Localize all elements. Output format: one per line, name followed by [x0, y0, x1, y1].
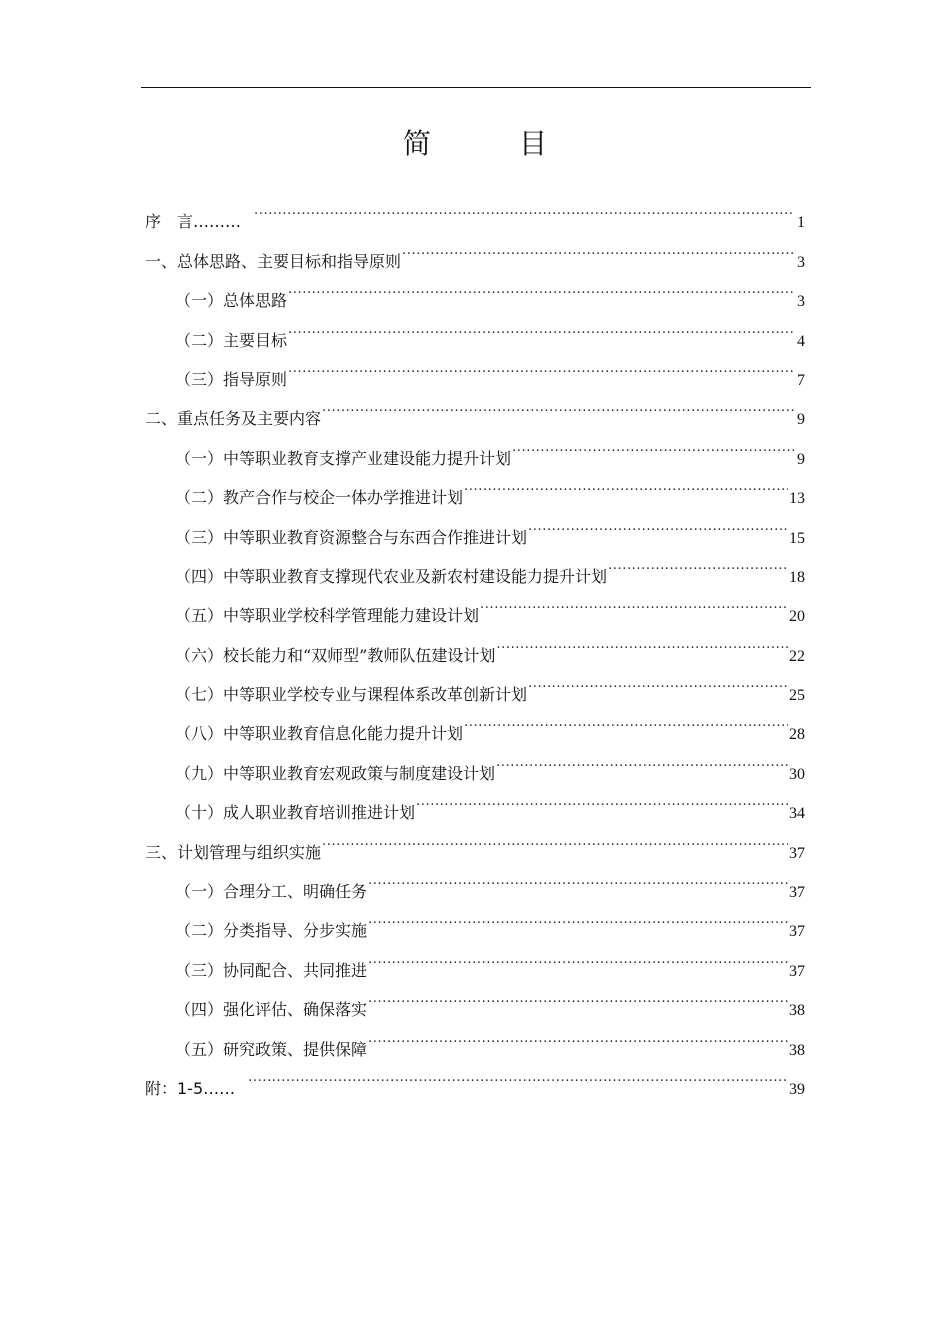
toc-leader-dots — [368, 976, 788, 1015]
toc-leader-dots — [528, 503, 788, 542]
toc-leader-dots — [288, 306, 794, 345]
toc-entry-title: （五）中等职业学校科学管理能力建设计划 — [175, 606, 480, 626]
toc-entry-title: （三）中等职业教育资源整合与东西合作推进计划 — [175, 527, 528, 547]
toc-entry-title: （九）中等职业教育宏观政策与制度建设计划 — [175, 763, 496, 783]
toc-entry-title: （二）教产合作与校企一体办学推进计划 — [175, 488, 464, 508]
toc-entry-page: 13 — [789, 490, 805, 508]
toc-leader-dots — [402, 227, 794, 266]
toc-leader-dots — [368, 897, 788, 936]
toc-entry-page: 39 — [789, 1080, 805, 1098]
toc-leader-dots — [464, 700, 788, 739]
page-title: 简 目 — [402, 127, 577, 160]
toc-leader-dots — [512, 424, 794, 463]
toc-leader-dots — [368, 936, 788, 975]
toc-entry-page: 18 — [789, 568, 805, 586]
toc-entry-title: （一）中等职业教育支撑产业建设能力提升计划 — [175, 448, 512, 468]
toc-entry-title: 一、总体思路、主要目标和指导原则 — [145, 251, 402, 271]
toc-entry-title: （二）主要目标 — [175, 330, 288, 350]
toc-entry-page: 38 — [789, 1041, 805, 1059]
toc-entry-title: 附：1-5…… — [145, 1078, 236, 1098]
toc-entry-page: 37 — [789, 884, 805, 902]
toc-entry-page: 1 — [797, 214, 805, 232]
toc-entry-title: （二）分类指导、分步实施 — [175, 921, 368, 941]
toc-entry-title: （三）指导原则 — [175, 369, 288, 389]
toc-leader-dots — [322, 818, 788, 857]
toc-entry-title: （八）中等职业教育信息化能力提升计划 — [175, 724, 464, 744]
toc-entry-title: （七）中等职业学校专业与课程体系改革创新计划 — [175, 685, 528, 705]
table-of-contents — [145, 188, 805, 1098]
toc-leader-dots — [528, 661, 788, 700]
toc-entry-title: （一）合理分工、明确任务 — [175, 882, 368, 902]
toc-entry-title: （六）校长能力和“双师型”教师队伍建设计划 — [175, 645, 496, 665]
toc-entry-page: 4 — [797, 332, 805, 350]
toc-leader-dots — [248, 1055, 788, 1094]
toc-entry-title: （五）研究政策、提供保障 — [175, 1039, 368, 1059]
toc-leader-dots — [254, 188, 794, 227]
toc-entry-page: 28 — [789, 726, 805, 744]
toc-entry-title: （十）成人职业教育培训推进计划 — [175, 803, 416, 823]
toc-entry-page: 37 — [789, 962, 805, 980]
toc-leader-dots — [322, 385, 794, 424]
toc-entry-page: 15 — [789, 529, 805, 547]
toc-entry-title: （一）总体思路 — [175, 291, 288, 311]
toc-leader-dots — [496, 621, 788, 660]
toc-entry-title: （三）协同配合、共同推进 — [175, 960, 368, 980]
toc-leader-dots — [368, 1015, 788, 1054]
toc-entry[interactable] — [145, 227, 805, 271]
toc-leader-dots — [464, 464, 788, 503]
toc-leader-dots — [288, 267, 794, 306]
toc-entry-page: 37 — [789, 844, 805, 862]
toc-leader-dots — [368, 858, 788, 897]
toc-entry-page: 30 — [789, 765, 805, 783]
toc-entry-page: 20 — [789, 608, 805, 626]
toc-entry-title: 二、重点任务及主要内容 — [145, 409, 322, 429]
toc-entry[interactable] — [145, 188, 805, 232]
toc-leader-dots — [496, 739, 788, 778]
toc-entry-page: 38 — [789, 1002, 805, 1020]
header-rule — [141, 87, 811, 88]
toc-leader-dots — [416, 779, 788, 818]
toc-leader-dots — [608, 543, 788, 582]
toc-entry-title: （四）中等职业教育支撑现代农业及新农村建设能力提升计划 — [175, 566, 608, 586]
toc-entry-title: 三、计划管理与组织实施 — [145, 842, 322, 862]
toc-entry-title: （四）强化评估、确保落实 — [175, 1000, 368, 1020]
toc-leader-dots — [288, 346, 794, 385]
toc-entry-page: 3 — [797, 293, 805, 311]
toc-entry-title: 序 言……… — [145, 212, 242, 232]
toc-entry-page: 7 — [797, 371, 805, 389]
toc-entry-page: 25 — [789, 687, 805, 705]
toc-entry-page: 37 — [789, 923, 805, 941]
toc-leader-dots — [480, 582, 788, 621]
toc-entry-page: 34 — [789, 805, 805, 823]
toc-entry-page: 9 — [797, 450, 805, 468]
toc-entry-page: 3 — [797, 253, 805, 271]
toc-entry-page: 22 — [789, 647, 805, 665]
toc-entry-page: 9 — [797, 411, 805, 429]
